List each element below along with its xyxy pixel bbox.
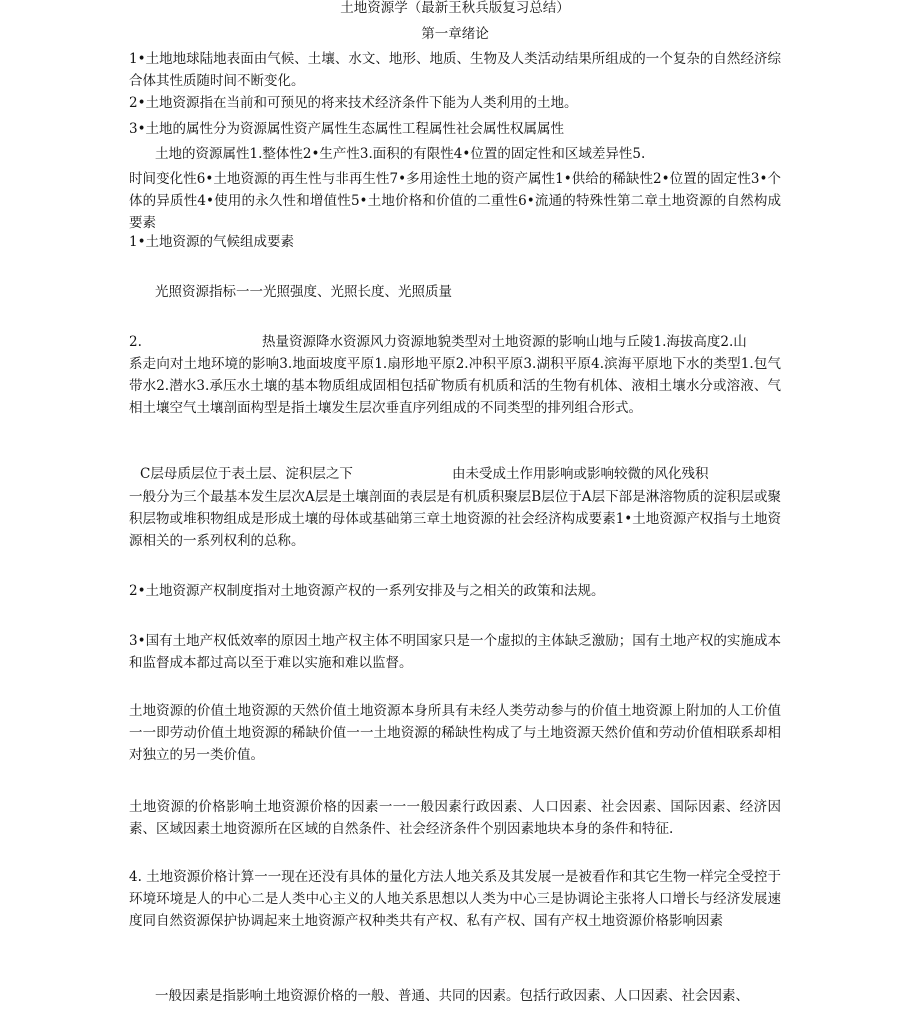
paragraph-land-definition: 1•土地地球陆地表面由气候、土壤、水文、地形、地质、生物及人类活动结果所组成的一个复杂的自然经济综合体其性质随时间不断变化。 xyxy=(129,51,781,89)
chapter-heading: 第一章绪论 xyxy=(421,26,489,42)
paragraph-light-resources: 光照资源指标一一光照强度、光照长度、光照质量 xyxy=(155,284,452,300)
document-title: 土地资源学（最新王秋兵版复习总结） xyxy=(340,0,570,16)
paragraph-price-calculation: 4. 土地资源价格计算一一现在还没有具体的量化方法人地关系及其发展一是被看作和其它生物一样完全受控于环境环境是人的中心二是人类中心主义的人地关系思想以人类为中心三是协调论主张将人口增长与经济发展速度同自然资源保护协调起来土地资源产权种类共有产权、私有产权、国有产权土地资源价格影响因素 xyxy=(129,869,781,929)
paragraph-heat-resources: 系走向对土地环境的影响3.地面坡度平原1.扇形地平原2.冲积平原3.湖积平原4.滨海平原地下水的类型1.包气带水2.潜水3.承压水土壤的基本物质组成固相包括矿物质有机质和活的生物有机体、液相土壤水分或溶液、气相土壤空气土壤剖面构型是指土壤发生层次垂直序列组成的不同类型的排列组合形式。 xyxy=(129,356,781,416)
paragraph-property-system: 2•土地资源产权制度指对土地资源产权的一系列安排及与之相关的政策和法规。 xyxy=(129,583,605,599)
paragraph-heat-resources-first-line: 热量资源降水资源风力资源地貌类型对土地资源的影响山地与丘陵1.海拔高度2.山 xyxy=(262,334,747,350)
paragraph-attribute-list: 时间变化性6•土地资源的再生性与非再生性7•多用途性土地的资产属性1•供给的稀缺性2•位置的固定性3•个体的异质性4•使用的永久性和增值性5•土地价格和价值的二重性6•流通的特殊性第二章土地资源的自然构成要素 xyxy=(129,171,781,231)
paragraph-land-price-factors: 土地资源的价格影响土地资源价格的因素一一一般因素行政因素、人口因素、社会因素、国际因素、经济因素、区域因素土地资源所在区域的自然条件、社会经济条件个别因素地块本身的条件和特征. xyxy=(129,799,781,837)
item-number-2: 2. xyxy=(129,334,142,350)
paragraph-parent-material: 由未受成土作用影响或影响较微的风化残积 xyxy=(452,466,709,482)
paragraph-soil-horizons: 一般分为三个最基本发生层次A层是土壤剖面的表层是有机质积聚层B层位于A层下部是淋溶物质的淀积层或聚积层物或堆积物组成是形成土壤的母体或基础第三章土地资源的社会经济构成要素1•土地资源产权指与土地资源相关的一系列权利的总称。 xyxy=(129,489,781,549)
paragraph-land-resource-definition: 2•土地资源指在当前和可预见的将来技术经济条件下能为人类利用的土地。 xyxy=(129,95,578,111)
section-climate-elements: 1•土地资源的气候组成要素 xyxy=(129,234,295,250)
paragraph-resource-attributes: 土地的资源属性1.整体性2•生产性3.面积的有限性4•位置的固定性和区域差异性5. xyxy=(155,146,646,162)
paragraph-c-horizon: C层母质层位于表土层、淀积层之下 xyxy=(140,466,353,482)
paragraph-land-attributes: 3•土地的属性分为资源属性资产属性生态属性工程属性社会属性权属属性 xyxy=(129,121,565,137)
paragraph-land-value: 土地资源的价值土地资源的天然价值土地资源本身所具有未经人类劳动参与的价值土地资源上附加的人工价值一一即劳动价值土地资源的稀缺价值一一土地资源的稀缺性构成了与土地资源天然价值和劳动价值相联系却相对独立的另一类价值。 xyxy=(129,703,781,763)
paragraph-general-factors: 一般因素是指影响土地资源价格的一般、普通、共同的因素。包括行政因素、人口因素、社会因素、 xyxy=(155,988,749,1004)
paragraph-state-land-efficiency: 3•国有土地产权低效率的原因土地产权主体不明国家只是一个虚拟的主体缺乏激励；国有土地产权的实施成本和监督成本都过高以至于难以实施和难以监督。 xyxy=(129,633,781,671)
